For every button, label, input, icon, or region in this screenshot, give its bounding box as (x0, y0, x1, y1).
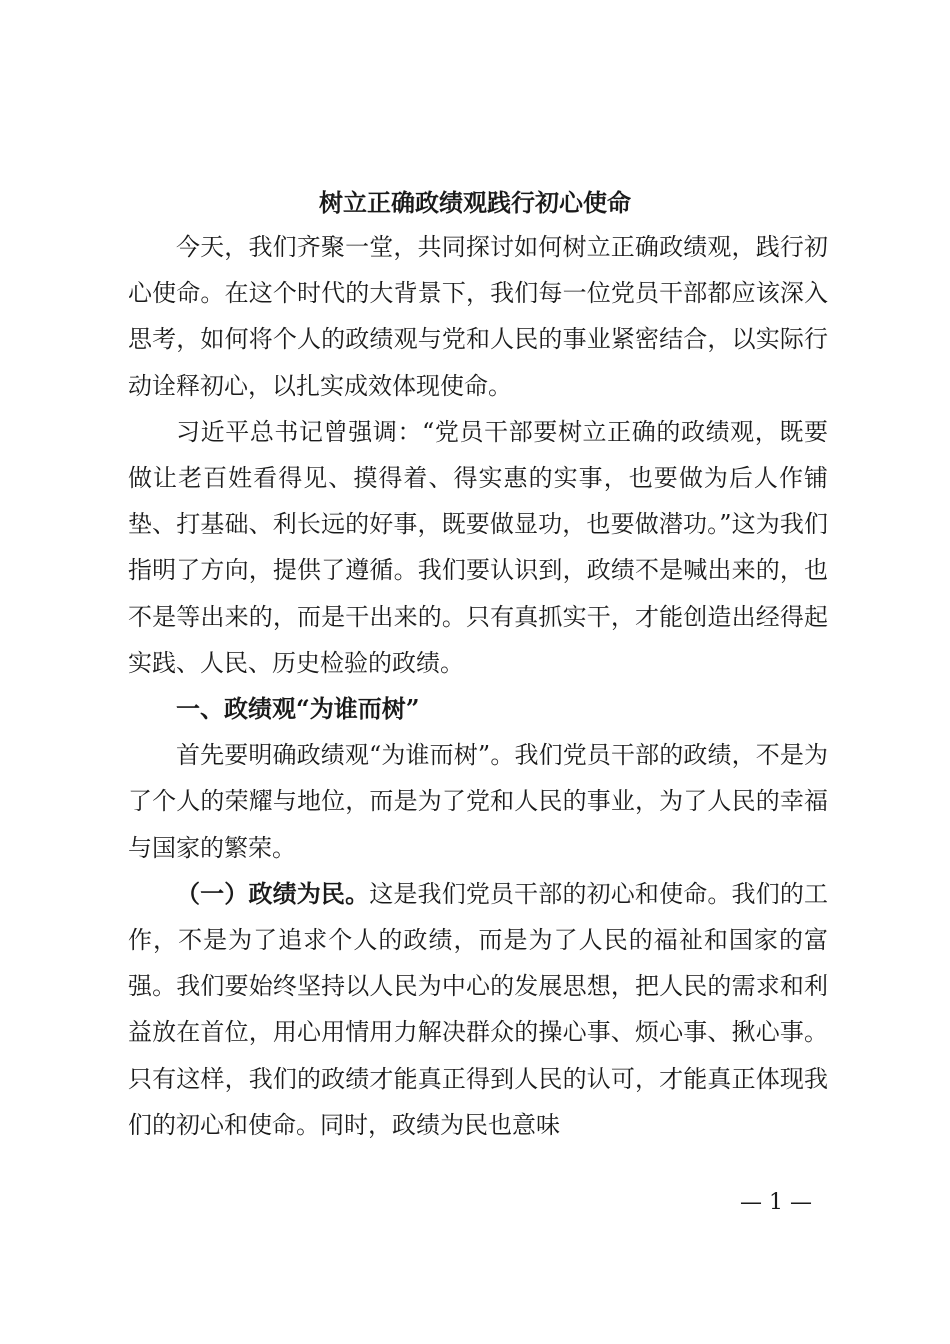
paragraph-quote (128, 409, 828, 686)
paragraph-text: 习近平总书记曾强调：“党员干部要树立正确的政绩观，既要做让老百姓看得见、摸得着、得实惠的实事，也要做为后人作铺垫、打基础、利长远的好事，既要做显功，也要做潜功。”这为我们指明了方向，提供了遵循。我们要认识到，政绩不是喊出来的，也不是等出来的，而是干出来的。只有真抓实干，才能创造出经得起实践、人民、历史检验的政绩。 (128, 417, 828, 677)
page-number: — 1 — (740, 1190, 812, 1215)
subsection-lead: （一）政绩为民。 (176, 878, 370, 908)
paragraph-intro (128, 224, 828, 409)
paragraph-text: 首先要明确政绩观“为谁而树”。我们党员干部的政绩，不是为了个人的荣耀与地位，而是为了党和人民的事业，为了人民的幸福与国家的繁荣。 (128, 741, 828, 862)
document-body (128, 224, 828, 1148)
paragraph-section-intro (128, 732, 828, 871)
paragraph-subsection (128, 871, 828, 1148)
section-heading-text: 一、政绩观“为谁而树” (176, 694, 420, 724)
section-heading (128, 686, 828, 732)
paragraph-text: 这是我们党员干部的初心和使命。我们的工作，不是为了追求个人的政绩，而是为了人民的福祉和国家的富强。我们要始终坚持以人民为中心的发展思想，把人民的需求和利益放在首位，用心用情用力解决群众的操心事、烦心事、揪心事。只有这样，我们的政绩才能真正得到人民的认可，才能真正体现我们的初心和使命。同时，政绩为民也意味 (128, 879, 829, 1139)
document-title: 树立正确政绩观践行初心使命 (319, 188, 631, 217)
paragraph-text: 今天，我们齐聚一堂，共同探讨如何树立正确政绩观，践行初心使命。在这个时代的大背景下，我们每一位党员干部都应该深入思考，如何将个人的政绩观与党和人民的事业紧密结合，以实际行动诠释初心，以扎实成效体现使命。 (128, 233, 828, 400)
